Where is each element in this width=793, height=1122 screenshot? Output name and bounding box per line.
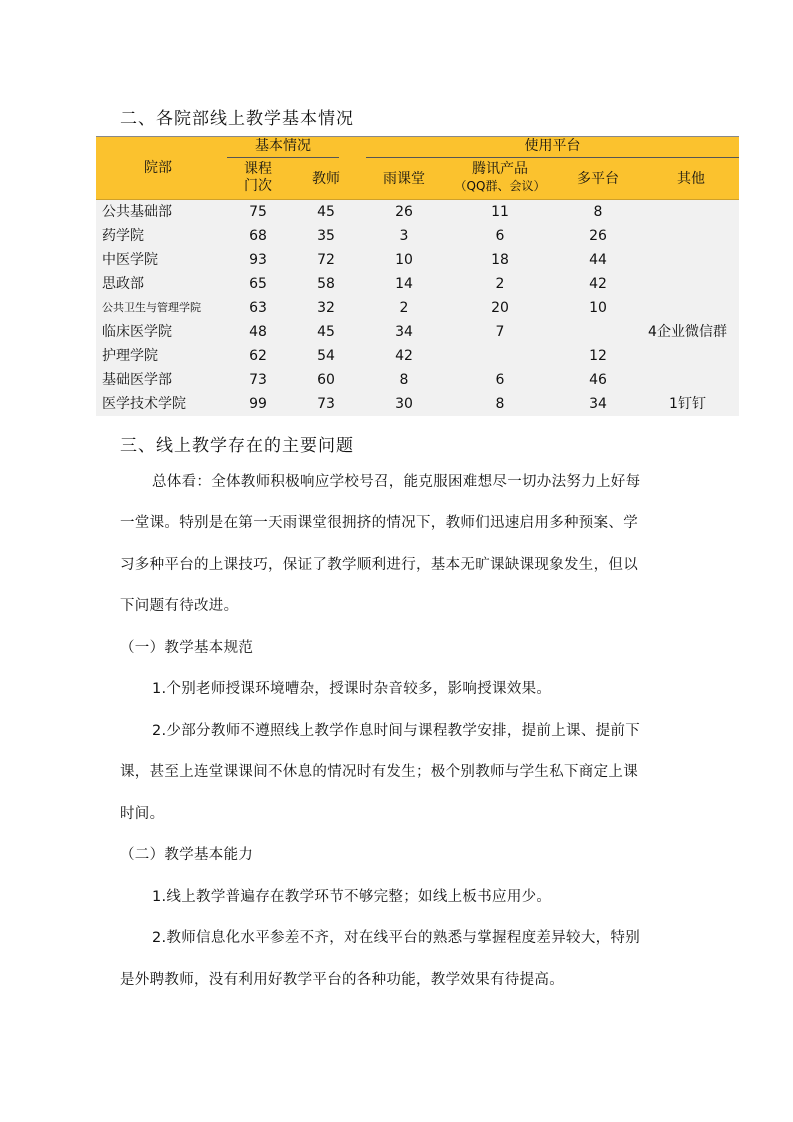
table-row — [96, 272, 739, 296]
overall-line-4: 下问题有待改进。 — [120, 598, 239, 614]
cell-dept-name: 护理学院 — [102, 348, 158, 364]
header-divider-platform — [366, 157, 739, 158]
cell-yuketang: 26 — [395, 204, 413, 220]
cell-teachers: 45 — [317, 204, 335, 220]
cell-multi: 44 — [589, 252, 607, 268]
overall-line-3: 习多种平台的上课技巧，保证了教学顺利进行，基本无旷课缺课现象发生，但以 — [120, 557, 638, 573]
header-multi: 多平台 — [577, 171, 619, 187]
cell-yuketang: 2 — [399, 300, 409, 316]
cell-yuketang: 8 — [399, 372, 409, 388]
cell-yuketang: 14 — [395, 276, 413, 292]
cell-tencent: 2 — [495, 276, 505, 292]
header-yuketang: 雨课堂 — [383, 171, 425, 187]
cell-dept-name: 药学院 — [102, 228, 144, 244]
cell-multi: 8 — [593, 204, 603, 220]
cell-teachers: 35 — [317, 228, 335, 244]
cell-tencent: 6 — [495, 228, 505, 244]
table-row — [96, 296, 739, 320]
cell-courses: 75 — [249, 204, 267, 220]
table-header — [96, 136, 739, 200]
section3-title: 三、线上教学存在的主要问题 — [120, 436, 354, 456]
cell-tencent: 11 — [491, 204, 509, 220]
table-row — [96, 368, 739, 392]
table-row — [96, 200, 739, 224]
header-divider-basic — [227, 157, 339, 158]
cell-tencent: 8 — [495, 396, 505, 412]
cell-dept-name: 公共卫生与管理学院 — [102, 301, 201, 314]
header-group-basic: 基本情况 — [255, 138, 311, 154]
header-courses-l2: 门次 — [244, 178, 272, 194]
cell-multi: 26 — [589, 228, 607, 244]
cell-tencent: 20 — [491, 300, 509, 316]
table-row — [96, 248, 739, 272]
cell-teachers: 54 — [317, 348, 335, 364]
cell-other — [636, 272, 739, 296]
table-row — [96, 392, 739, 416]
cell-dept-name: 中医学院 — [102, 252, 158, 268]
sub1-paragraph-1: 1.个别老师授课环境嘈杂，授课时杂音较多，影响授课效果。 — [152, 681, 552, 697]
cell-multi — [566, 320, 630, 344]
header-teachers: 教师 — [312, 171, 340, 187]
cell-teachers: 32 — [317, 300, 335, 316]
sub1-paragraph-2-line-1: 2.少部分教师不遵照线上教学作息时间与课程教学安排，提前上课、提前下 — [152, 723, 641, 739]
table-top-border — [96, 136, 739, 137]
cell-multi: 10 — [589, 300, 607, 316]
sub2-paragraph-2-line-1: 2.教师信息化水平参差不齐，对在线平台的熟悉与掌握程度差异较大，特别 — [152, 930, 641, 946]
cell-courses: 65 — [249, 276, 267, 292]
cell-courses: 48 — [249, 324, 267, 340]
sub1-paragraph-2-line-3: 时间。 — [120, 806, 165, 822]
cell-dept-name: 基础医学部 — [102, 372, 172, 388]
cell-teachers: 72 — [317, 252, 335, 268]
cell-teachers: 45 — [317, 324, 335, 340]
cell-teachers: 58 — [317, 276, 335, 292]
sub1-paragraph-2-line-2: 课，甚至上连堂课课间不休息的情况时有发生；极个别教师与学生私下商定上课 — [120, 764, 638, 780]
cell-yuketang: 30 — [395, 396, 413, 412]
cell-courses: 68 — [249, 228, 267, 244]
cell-courses: 99 — [249, 396, 267, 412]
cell-courses: 62 — [249, 348, 267, 364]
header-tencent — [444, 161, 556, 195]
cell-yuketang: 42 — [395, 348, 413, 364]
cell-dept-name: 思政部 — [102, 276, 144, 292]
overall-line-2: 一堂课。特别是在第一天雨课堂很拥挤的情况下，教师们迅速启用多种预案、学 — [120, 515, 638, 531]
header-tencent-l1: 腾讯产品 — [472, 161, 528, 177]
cell-teachers: 73 — [317, 396, 335, 412]
header-courses — [227, 161, 289, 195]
cell-dept-name: 医学技术学院 — [102, 396, 186, 412]
cell-other — [636, 344, 739, 368]
cell-tencent: 6 — [495, 372, 505, 388]
cell-other — [636, 224, 739, 248]
table-row — [96, 320, 739, 344]
cell-other — [636, 200, 739, 224]
cell-multi: 12 — [589, 348, 607, 364]
header-other: 其他 — [677, 171, 705, 187]
header-group-platform: 使用平台 — [524, 138, 581, 154]
cell-tencent — [444, 344, 556, 368]
table-row — [96, 224, 739, 248]
sub2-paragraph-2-line-2: 是外聘教师，没有利用好教学平台的各种功能，教学效果有待提高。 — [120, 972, 564, 988]
cell-other — [636, 368, 739, 392]
cell-tencent: 7 — [495, 324, 505, 340]
cell-teachers: 60 — [317, 372, 335, 388]
table-body — [96, 200, 739, 416]
cell-courses: 93 — [249, 252, 267, 268]
cell-yuketang: 3 — [399, 228, 409, 244]
cell-other — [636, 248, 739, 272]
cell-tencent: 18 — [491, 252, 509, 268]
table-row — [96, 344, 739, 368]
cell-other — [636, 296, 739, 320]
cell-courses: 73 — [249, 372, 267, 388]
header-courses-l1: 课程 — [244, 161, 272, 177]
header-dept: 院部 — [144, 160, 172, 176]
sub1-title: （一）教学基本规范 — [120, 640, 254, 656]
sub2-paragraph-1: 1.线上教学普遍存在教学环节不够完整；如线上板书应用少。 — [152, 889, 552, 905]
overall-line-1: 总体看：全体教师积极响应学校号召，能克服困难想尽一切办法努力上好每 — [152, 474, 641, 490]
cell-yuketang: 34 — [395, 324, 413, 340]
cell-other: 1钉钉 — [669, 396, 706, 412]
cell-yuketang: 10 — [395, 252, 413, 268]
header-tencent-l2: （QQ群、会议） — [454, 179, 546, 193]
cell-multi: 34 — [589, 396, 607, 412]
cell-dept-name: 公共基础部 — [102, 204, 172, 220]
sub2-title: （二）教学基本能力 — [120, 847, 254, 863]
cell-multi: 42 — [589, 276, 607, 292]
section2-title: 二、各院部线上教学基本情况 — [120, 109, 354, 129]
cell-other: 4企业微信群 — [648, 324, 727, 340]
department-table — [96, 136, 739, 416]
cell-dept-name: 临床医学院 — [102, 324, 172, 340]
cell-courses: 63 — [249, 300, 267, 316]
cell-multi: 46 — [589, 372, 607, 388]
